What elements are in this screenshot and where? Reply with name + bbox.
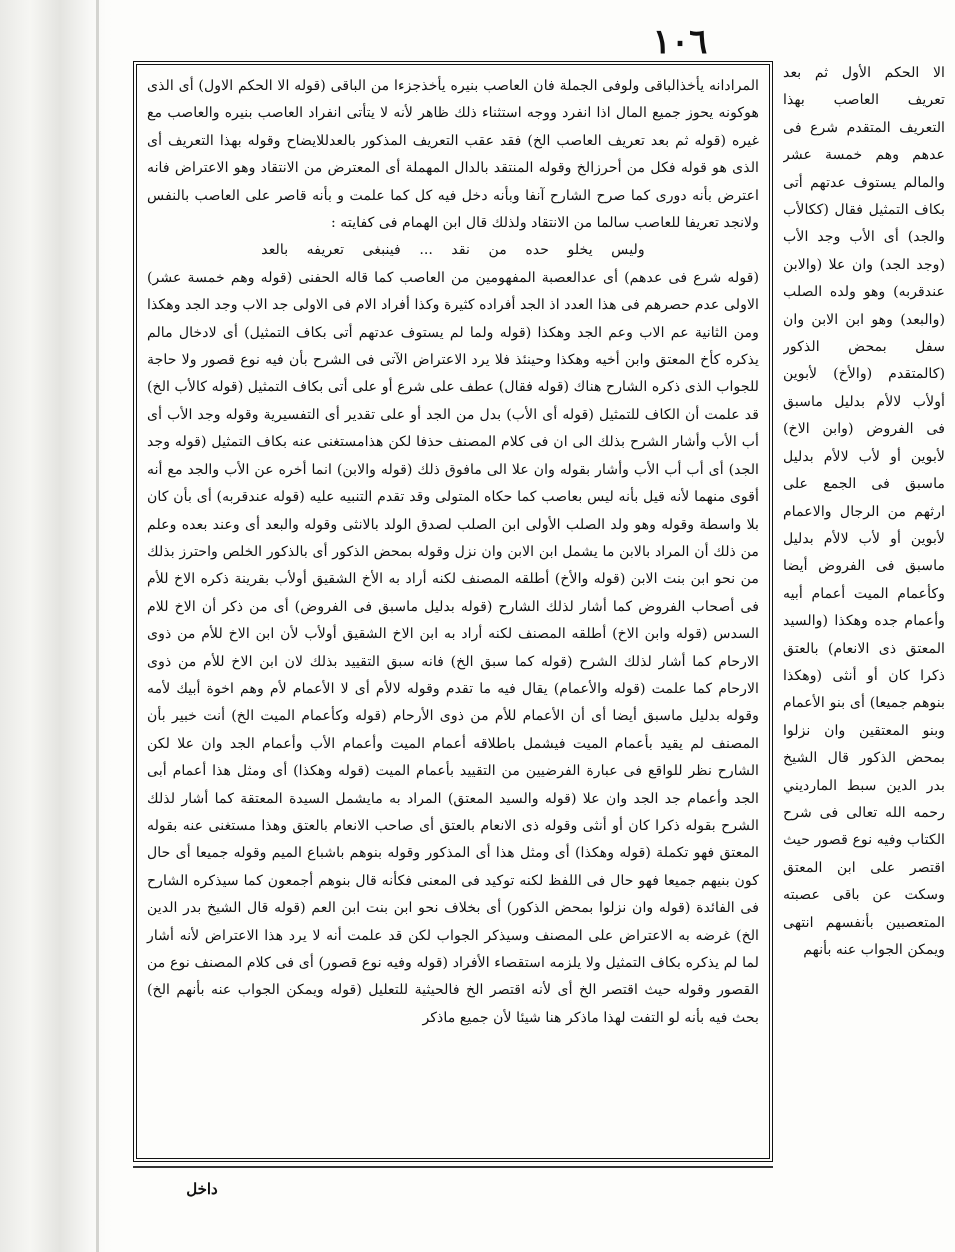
main-text-frame [133, 61, 773, 1162]
page-number: ١٠٦ [652, 22, 708, 62]
verse-line: وليس يخلو حده من نقد ... فينبغى تعريفه بالعد [261, 242, 645, 259]
margin-commentary: الا الحكم الأول ثم بعد تعريف العاصب بهذا التعريف المتقدم شرع فى عدهم وهم خمسة عشر والمالم يستوف عدتهم أتى بكاف التمثيل فقال (ككالأب والجد) أى الأب وجد الأب (وجد الجد) وان علا (والابن عندقربه) وهو ولده الصلب (والبعد) وهو ابن الابن وان سفل بمحض الذكور (كالمتقدم (والأخ) لأبوين أولأب لالأم بدليل ماسبق فى الفروض (وابن الاخ) لأبوين أو لأب لالأم بدليل ماسبق فى الجمع على ارثهم من الرجال والاعمام لأبوين أو لأب لالأم بدليل ماسبق فى الفروض أيضا وكأعمام الميت أعمام أبيه وأعمام جده وهكذا (والسيد المعتق ذى الانعام) بالعتق ذكرا كان أو أنثى (وهكذا بنوهم جميعا) أى بنو الأعمام وبنو المعتقين وان نزلوا بمحض الذكور قال الشيخ بدر الدين سبط المارديني رحمه الله تعالى فى شرح الكتاب وفيه نوع قصور حيث اقتصر على ابن المعتق وسكت عن باقى عصبته المتعصبين بأنفسهم انتهى ويمكن الجواب عنه بأنهم [783, 65, 945, 958]
main-paragraph-2: (قوله شرع فى عدهم) أى عدالعصبة المفهومين من العاصب كما قاله الحفنى (قوله وهم خمسة عشر) الاولى عدم حصرهم فى هذا العدد اذ الجد أفراده كثيرة وكذا أفراد الام فى الاولى جد الاب وجد الجد وهكذا ومن الثانية عم الاب وعم الجد وهكذا (قوله ولما لم يستوف عدتهم أتى بكاف التمثيل) أى لادخال مالم يذكره كأخ المعتق وابن أخيه وهكذا وحينئذ فلا يرد الاعتراض الآتى فى الشرح بأن فيه نوع قصور ولا حاجة للجواب الذى ذكره الشارح هناك (قوله فقال) عطف على شرع أو على أتى بكاف التمثيل (قوله كالأب الخ) قد علمت أن الكاف للتمثيل (قوله أى الأب) بدل من الجد أو على تقدير أى التفسيرية وقوله وجد الأب أى أب الأب وأشار الشرح بذلك الى ان فى كلام المصنف حذفا لكن هذامستغنى عنه بكاف التمثيل (قوله وجد الجد) أى أب أب الأب وأشار بقوله وان علا الى مافوق ذلك (قوله والابن) انما أخره عن الأب والجد مع أنه أقوى منهما لأنه قيل بأنه ليس بعاصب كما حكاه المتولى وقد تقدم التنبيه عليه (قوله عندقربه) أى بأن كان بلا واسطة وقوله وهو ولد الصلب الأولى ابن الصلب لصدق الولد بالانثى وقوله والبعد أى وعند بعده وعلم من ذلك أن المراد بالابن ما يشمل ابن الابن وان نزل وقوله بمحض الذكور أى بالذكور الخلص واحترز بذلك من نحو ابن بنت الابن (قوله والأخ) أطلقه المصنف لكنه أراد به الأخ الشقيق أولأب بقرينة ذكره الاخ للأم فى أصحاب الفروض كما أشار لذلك الشارح (قوله بدليل ماسبق فى الفروض) أى من ذكر أن الاخ للام السدس (قوله وابن الاخ) أطلقه المصنف لكنه أراد به ابن الاخ الشقيق أولأب لأن ابن الاخ للأم من ذوى الارحام كما أشار لذلك الشرح (قوله كما سبق الخ) فانه سبق التقييد بذلك لان ابن الاخ للأم من ذوى الارحام كما علمت (قوله والأعمام) يقال فيه ما تقدم وقوله لالأم أى لا الأعمام لأم وهم اخوة أبيك لأمه وقوله بدليل ماسبق أيضا أى أن الأعمام للأم من ذوى الأرحام (قوله وكأعمام الميت الخ) أنت خبير بأن المصنف لم يقيد بأعمام الميت فيشمل باطلاقه أعمام الميت وأعمام الأب وأعمام الجد وان علا لكن الشارح نظر للواقع فى عبارة الفرضيين من التقييد بأعمام الميت (قوله وهكذا) أى ومثل هذا أعمام أبى الجد وأعمام جد الجد وان علا (قوله والسيد المعتق) المراد به مايشمل السيدة المعتقة كما أشار لذلك الشرح بقوله ذكرا كان أو أنثى وقوله ذى الانعام بالعتق أى صاحب الانعام بالعتق وهذا مستغنى عنه بقوله المعتق فهو تكملة (قوله وهكذا) أى ومثل هذا أى المذكور وقوله بنوهم باشباع الميم وقوله جميعا أى حال كون بنيهم جميعا فهو حال فى اللفظ لكنه توكيد فى المعنى فكأنه قال بنوهم أجمعون كما سيذكره الشارح فى الفائدة (قوله وان نزلوا بمحض الذكور) أى بخلاف نحو ابن بنت ابن العم (قوله قال الشيخ بدر الدين الخ) غرضه به الاعتراض على المصنف وسيذكر الجواب لكن قد علمت أنه لا يرد هذا الاعتراض لأنه أشار لما لم يذكره بكاف التمثيل ولا يلزمه استقصاء الأفراد (قوله وفيه نوع قصور) أى فى كلام المصنف نوع من القصور وقوله حيث اقتصر الخ أى لأنه اقتصر الخ فالحيثية للتعليل (قوله ويمكن الجواب عنه بأنهم الخ) بحث فيه بأنه لو التفت لهذا ماذكر هنا شيئا لأن جميع ماذكر [147, 269, 759, 1026]
margin-column [783, 60, 945, 1170]
main-paragraph-1: المرادانه يأخذالباقى ولوفى الجملة فان العاصب بنيره يأخذجزءا من الباقى (قوله الا الحكم الاول) أى الذى هوكونه يحوز جميع المال اذا انفرد ووجه استثناء ذلك ظاهر لأنه لا يتأتى انفراد العاصب بنيره والعاصب مع غيره (قوله ثم بعد تعريف العاصب الخ) فقد عقب التعريف المذكور بالعدللايضاح وقوله بهذا التعريف أى الذى هو قوله فكل من أحرزالخ وقوله المنتقد بالدال المهملة أى المعترض من الانتقاد وهو الاعتراض فانه اعترض بأنه دورى كما صرح الشارح آنفا وبأنه دخل فيه كل كما علمت و بأنه قاصر على العاصب بالنفس ولانجد تعريفا للعاصب سالما من الانتقاد ولذلك قال ابن الهمام فى كفايته : [147, 78, 759, 232]
main-commentary [147, 73, 759, 1032]
bottom-rule [133, 1166, 773, 1168]
catchword: داخل [186, 1180, 218, 1198]
scan-binding-edge [0, 0, 112, 1252]
